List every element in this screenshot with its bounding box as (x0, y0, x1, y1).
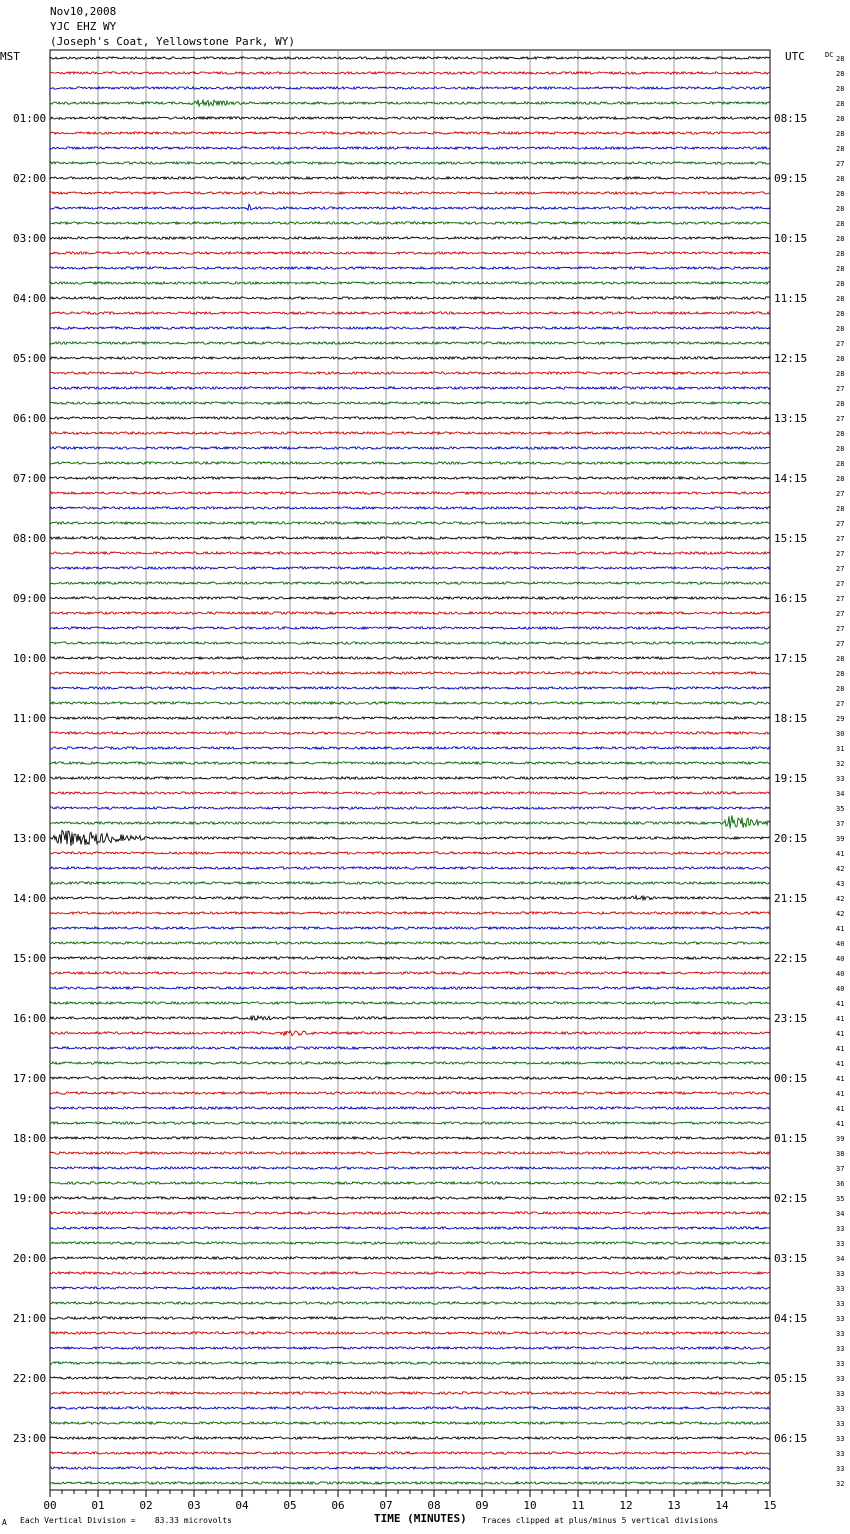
dc-offset-label: 41 (836, 925, 845, 933)
dc-offset-label: 38 (836, 1150, 845, 1158)
trace-line (50, 327, 770, 329)
dc-offset-label: 28 (836, 475, 845, 483)
trace-line (50, 1002, 770, 1004)
trace-line (50, 72, 770, 74)
x-tick-label: 04 (235, 1499, 249, 1512)
dc-offset-label: 39 (836, 835, 845, 843)
utc-hour-label: 09:15 (774, 172, 808, 185)
dc-offset-label: 33 (836, 1315, 845, 1323)
dc-offset-label: 33 (836, 1345, 845, 1353)
mst-hour-label: 10:00 (13, 652, 47, 665)
dc-offset-label: 33 (836, 775, 845, 783)
trace-line (50, 987, 770, 989)
utc-hour-label: 14:15 (774, 472, 808, 485)
dc-offset-label: 33 (836, 1240, 845, 1248)
trace-line (50, 912, 770, 914)
x-tick-label: 10 (523, 1499, 537, 1512)
trace-line (50, 522, 770, 524)
utc-hour-label: 05:15 (774, 1372, 808, 1385)
dc-offset-label: 40 (836, 970, 845, 978)
dc-offset-label: 28 (836, 85, 845, 93)
trace-line (50, 582, 770, 584)
mst-hour-label: 15:00 (13, 952, 47, 965)
trace-line (50, 387, 770, 389)
trace-line (50, 477, 770, 479)
dc-offset-label: 28 (836, 655, 845, 663)
trace-line (50, 447, 770, 449)
dc-offset-label: 28 (836, 130, 845, 138)
mst-hour-label: 06:00 (13, 412, 47, 425)
trace-line (50, 807, 770, 809)
trace-line (50, 896, 770, 900)
dc-offset-label: 41 (836, 1075, 845, 1083)
trace-line (50, 147, 770, 149)
utc-hour-label: 18:15 (774, 712, 808, 725)
dc-offset-label: 34 (836, 790, 845, 798)
mst-hour-label: 13:00 (13, 832, 47, 845)
trace-line (50, 1047, 770, 1049)
trace-line (50, 1227, 770, 1229)
trace-line (50, 57, 770, 59)
dc-offset-label: 43 (836, 880, 845, 888)
x-tick-label: 13 (667, 1499, 681, 1512)
corner-mark: A (2, 1518, 7, 1527)
utc-hour-label: 19:15 (774, 772, 808, 785)
dc-offset-label: 33 (836, 1285, 845, 1293)
dc-offset-label: 28 (836, 115, 845, 123)
dc-offset-label: 28 (836, 250, 845, 258)
trace-line (50, 702, 770, 704)
trace-line (50, 492, 770, 494)
dc-offset-label: 28 (836, 100, 845, 108)
trace-line (50, 537, 770, 539)
mst-hour-label: 07:00 (13, 472, 47, 485)
trace-line (50, 1392, 770, 1394)
utc-hour-label: 04:15 (774, 1312, 808, 1325)
dc-offset-label: 33 (836, 1450, 845, 1458)
utc-hour-label: 13:15 (774, 412, 808, 425)
dc-offset-label: 33 (836, 1330, 845, 1338)
trace-line (50, 830, 770, 846)
dc-offset-label: 28 (836, 295, 845, 303)
dc-offset-label: 27 (836, 160, 845, 168)
trace-line (50, 815, 770, 828)
trace-line (50, 462, 770, 464)
dc-offset-label: 41 (836, 850, 845, 858)
dc-offset-label: 34 (836, 1255, 845, 1263)
dc-offset-label: 27 (836, 580, 845, 588)
trace-line (50, 1212, 770, 1214)
trace-line (50, 507, 770, 509)
dc-offset-label: 41 (836, 1030, 845, 1038)
dc-offset-label: 28 (836, 55, 845, 63)
mst-hour-label: 17:00 (13, 1072, 47, 1085)
x-tick-label: 11 (571, 1499, 585, 1512)
mst-axis-label: MST (0, 50, 20, 63)
trace-line (50, 852, 770, 854)
trace-line (50, 192, 770, 194)
trace-line (50, 882, 770, 884)
mst-hour-label: 14:00 (13, 892, 47, 905)
trace-line (50, 867, 770, 869)
mst-hour-label: 22:00 (13, 1372, 47, 1385)
dc-offset-label: 29 (836, 715, 845, 723)
dc-offset-label: 27 (836, 700, 845, 708)
trace-line (50, 792, 770, 794)
trace-line (50, 297, 770, 299)
dc-offset-label: 33 (836, 1405, 845, 1413)
dc-offset-label: 27 (836, 340, 845, 348)
utc-hour-label: 16:15 (774, 592, 808, 605)
trace-line (50, 177, 770, 179)
dc-offset-label: 28 (836, 505, 845, 513)
dc-offset-label: 28 (836, 265, 845, 273)
trace-line (50, 432, 770, 434)
trace-line (50, 1437, 770, 1439)
plot-date: Nov10,2008 (50, 5, 117, 18)
trace-line (50, 1347, 770, 1349)
dc-offset-label: 33 (836, 1225, 845, 1233)
dc-offset-label: 34 (836, 1210, 845, 1218)
dc-offset-label: 41 (836, 1015, 845, 1023)
trace-line (50, 267, 770, 269)
dc-offset-label: 41 (836, 1045, 845, 1053)
trace-line (50, 1362, 770, 1364)
dc-offset-label: 27 (836, 520, 845, 528)
x-tick-label: 06 (331, 1499, 345, 1512)
trace-line (50, 1137, 770, 1139)
dc-offset-label: 31 (836, 745, 845, 753)
dc-offset-label: 40 (836, 985, 845, 993)
trace-line (50, 1152, 770, 1154)
dc-offset-label: 37 (836, 1165, 845, 1173)
dc-offset-label: 42 (836, 895, 845, 903)
trace-line (50, 762, 770, 764)
dc-offset-label: 28 (836, 355, 845, 363)
dc-offset-label: 33 (836, 1300, 845, 1308)
trace-line (50, 1242, 770, 1244)
dc-offset-label: 28 (836, 670, 845, 678)
mst-hour-label: 04:00 (13, 292, 47, 305)
dc-label: DC (825, 51, 834, 59)
mst-hour-label: 21:00 (13, 1312, 47, 1325)
trace-line (50, 417, 770, 419)
utc-hour-label: 00:15 (774, 1072, 808, 1085)
dc-offset-label: 36 (836, 1180, 845, 1188)
dc-offset-label: 37 (836, 820, 845, 828)
x-axis-title: TIME (MINUTES) (374, 1512, 467, 1525)
trace-line (50, 747, 770, 749)
dc-offset-label: 28 (836, 280, 845, 288)
x-tick-label: 14 (715, 1499, 729, 1512)
dc-offset-label: 35 (836, 1195, 845, 1203)
trace-line (50, 1467, 770, 1469)
trace-line (50, 1077, 770, 1079)
utc-hour-label: 10:15 (774, 232, 808, 245)
dc-offset-label: 28 (836, 325, 845, 333)
trace-line (50, 732, 770, 734)
dc-offset-label: 32 (836, 1480, 845, 1488)
x-tick-label: 15 (763, 1499, 777, 1512)
dc-offset-label: 30 (836, 730, 845, 738)
mst-hour-label: 09:00 (13, 592, 47, 605)
x-tick-label: 05 (283, 1499, 297, 1512)
utc-hour-label: 02:15 (774, 1192, 808, 1205)
dc-offset-label: 33 (836, 1390, 845, 1398)
utc-hour-label: 20:15 (774, 832, 808, 845)
trace-line (50, 312, 770, 314)
trace-line (50, 1407, 770, 1409)
trace-line (50, 1197, 770, 1199)
trace-line (50, 927, 770, 929)
utc-hour-label: 08:15 (774, 112, 808, 125)
utc-hour-label: 03:15 (774, 1252, 808, 1265)
trace-line (50, 1182, 770, 1184)
dc-offset-label: 40 (836, 940, 845, 948)
trace-line (50, 1317, 770, 1319)
dc-offset-label: 42 (836, 910, 845, 918)
trace-line (50, 1031, 770, 1036)
dc-offset-label: 28 (836, 175, 845, 183)
trace-line (50, 972, 770, 974)
dc-offset-label: 41 (836, 1090, 845, 1098)
trace-line (50, 777, 770, 779)
trace-line (50, 657, 770, 659)
dc-offset-label: 28 (836, 460, 845, 468)
dc-offset-label: 27 (836, 565, 845, 573)
trace-line (50, 222, 770, 224)
trace-line (50, 100, 770, 106)
trace-line (50, 1167, 770, 1169)
dc-offset-label: 28 (836, 190, 845, 198)
mst-hour-label: 03:00 (13, 232, 47, 245)
dc-offset-label: 35 (836, 805, 845, 813)
dc-offset-label: 33 (836, 1375, 845, 1383)
dc-offset-label: 33 (836, 1420, 845, 1428)
trace-line (50, 1122, 770, 1124)
dc-offset-label: 28 (836, 145, 845, 153)
trace-line (50, 1092, 770, 1094)
x-tick-label: 01 (91, 1499, 105, 1512)
station-code: YJC EHZ WY (50, 20, 117, 33)
dc-offset-label: 27 (836, 490, 845, 498)
scale-note: Each Vertical Division = 83.33 microvolts (20, 1516, 232, 1525)
dc-offset-label: 41 (836, 1105, 845, 1113)
utc-hour-label: 06:15 (774, 1432, 808, 1445)
trace-line (50, 117, 770, 119)
dc-offset-label: 27 (836, 610, 845, 618)
utc-hour-label: 12:15 (774, 352, 808, 365)
dc-offset-label: 27 (836, 640, 845, 648)
utc-axis-label: UTC (785, 50, 805, 63)
trace-line (50, 1332, 770, 1334)
trace-line (50, 1377, 770, 1379)
dc-offset-label: 28 (836, 310, 845, 318)
mst-hour-label: 20:00 (13, 1252, 47, 1265)
trace-line (50, 567, 770, 569)
dc-offset-label: 33 (836, 1360, 845, 1368)
dc-offset-label: 28 (836, 685, 845, 693)
mst-hour-label: 16:00 (13, 1012, 47, 1025)
dc-offset-label: 27 (836, 595, 845, 603)
trace-line (50, 717, 770, 719)
dc-offset-label: 28 (836, 400, 845, 408)
trace-line (50, 627, 770, 629)
dc-offset-label: 28 (836, 220, 845, 228)
dc-offset-label: 28 (836, 235, 845, 243)
dc-offset-label: 41 (836, 1120, 845, 1128)
mst-hour-label: 23:00 (13, 1432, 47, 1445)
trace-line (50, 87, 770, 89)
trace-line (50, 1482, 770, 1484)
utc-hour-label: 21:15 (774, 892, 808, 905)
trace-line (50, 687, 770, 689)
utc-hour-label: 23:15 (774, 1012, 808, 1025)
dc-offset-label: 40 (836, 955, 845, 963)
x-tick-label: 02 (139, 1499, 153, 1512)
dc-offset-label: 33 (836, 1435, 845, 1443)
station-location: (Joseph's Coat, Yellowstone Park, WY) (50, 35, 296, 48)
dc-offset-label: 27 (836, 385, 845, 393)
utc-hour-label: 01:15 (774, 1132, 808, 1145)
trace-line (50, 1422, 770, 1424)
x-tick-label: 12 (619, 1499, 633, 1512)
dc-offset-label: 28 (836, 430, 845, 438)
mst-hour-label: 01:00 (13, 112, 47, 125)
dc-offset-label: 27 (836, 535, 845, 543)
dc-offset-label: 28 (836, 70, 845, 78)
utc-hour-label: 22:15 (774, 952, 808, 965)
trace-line (50, 597, 770, 599)
trace-line (50, 357, 770, 359)
trace-line (50, 1452, 770, 1454)
trace-line (50, 942, 770, 944)
trace-line (50, 252, 770, 254)
trace-line (50, 612, 770, 614)
mst-hour-label: 12:00 (13, 772, 47, 785)
trace-line (50, 282, 770, 284)
trace-line (50, 162, 770, 164)
mst-hour-label: 18:00 (13, 1132, 47, 1145)
mst-hour-label: 02:00 (13, 172, 47, 185)
mst-hour-label: 05:00 (13, 352, 47, 365)
trace-line (50, 1107, 770, 1109)
trace-line (50, 1272, 770, 1274)
x-tick-label: 08 (427, 1499, 441, 1512)
x-tick-label: 07 (379, 1499, 393, 1512)
mst-hour-label: 19:00 (13, 1192, 47, 1205)
trace-line (50, 1016, 770, 1021)
trace-line (50, 372, 770, 374)
dc-offset-label: 27 (836, 550, 845, 558)
trace-line (50, 342, 770, 344)
trace-line (50, 552, 770, 554)
trace-line (50, 402, 770, 404)
dc-offset-label: 27 (836, 625, 845, 633)
dc-offset-label: 27 (836, 415, 845, 423)
trace-line (50, 204, 770, 210)
trace-line (50, 1302, 770, 1304)
dc-offset-label: 41 (836, 1060, 845, 1068)
dc-offset-label: 28 (836, 445, 845, 453)
dc-offset-label: 28 (836, 370, 845, 378)
dc-offset-label: 28 (836, 205, 845, 213)
mst-hour-label: 11:00 (13, 712, 47, 725)
x-tick-label: 00 (43, 1499, 57, 1512)
trace-line (50, 957, 770, 959)
trace-line (50, 132, 770, 134)
dc-offset-label: 33 (836, 1270, 845, 1278)
dc-offset-label: 39 (836, 1135, 845, 1143)
x-tick-label: 03 (187, 1499, 201, 1512)
utc-hour-label: 15:15 (774, 532, 808, 545)
utc-hour-label: 17:15 (774, 652, 808, 665)
trace-line (50, 1257, 770, 1259)
trace-line (50, 672, 770, 674)
dc-offset-label: 33 (836, 1465, 845, 1473)
dc-offset-label: 41 (836, 1000, 845, 1008)
x-tick-label: 09 (475, 1499, 489, 1512)
trace-line (50, 642, 770, 644)
trace-line (50, 1062, 770, 1064)
dc-offset-label: 42 (836, 865, 845, 873)
trace-line (50, 1287, 770, 1289)
utc-hour-label: 11:15 (774, 292, 808, 305)
dc-offset-label: 32 (836, 760, 845, 768)
clip-note: Traces clipped at plus/minus 5 vertical divisions (482, 1516, 719, 1525)
trace-line (50, 237, 770, 239)
mst-hour-label: 08:00 (13, 532, 47, 545)
